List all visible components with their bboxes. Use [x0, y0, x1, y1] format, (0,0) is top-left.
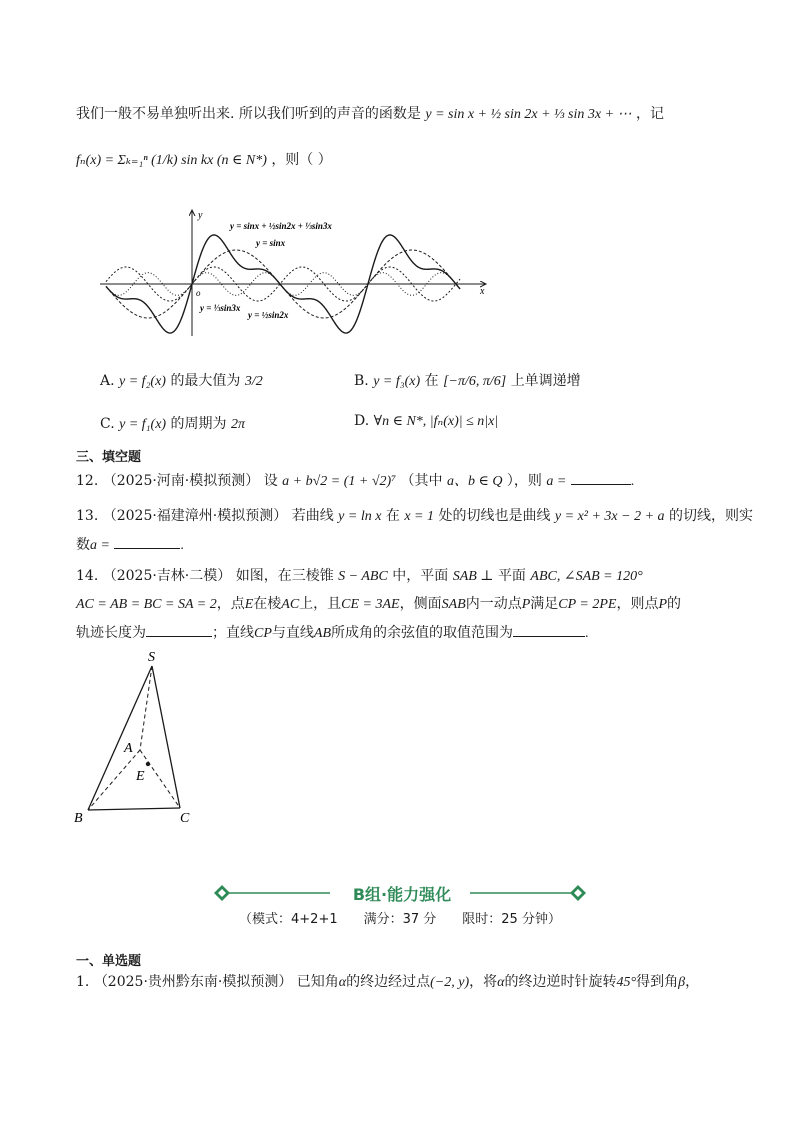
question-14-line2	[76, 594, 681, 615]
q14-source: （2025·吉林·二模）	[102, 568, 232, 584]
q12-text: ），则	[506, 473, 542, 489]
vertex-C-label: C	[180, 811, 190, 826]
section-heading-single-choice: 一、单选题	[76, 954, 142, 969]
q14-math: AB	[313, 626, 331, 641]
option-b-label: B.	[354, 373, 369, 389]
q13-text: 若曲线	[291, 508, 334, 524]
label-sin1: y = sinx	[256, 238, 286, 248]
option-b-text: 在	[424, 373, 439, 389]
q12-formula: a + b√2 = (1 + √2)⁷	[282, 474, 397, 489]
vertex-S-label: S	[148, 650, 155, 665]
question-14-line3: 轨迹长度为 ；直线CP与直线AB所成角的余弦值的取值范围为 .	[76, 622, 589, 644]
group-b-title: B组·能力强化	[352, 885, 452, 904]
q1-text: ，将	[469, 974, 498, 990]
fn-definition: fₙ(x) = Σₖ₌₁ⁿ (1/k) sin kx (n ∈ N*)	[76, 153, 267, 168]
label-sin3: y = ⅓sin3x	[200, 303, 241, 313]
q14-answer-blank-2[interactable]	[513, 622, 585, 637]
q14-text: ，则点	[616, 596, 659, 612]
q12-answer-blank[interactable]	[571, 470, 631, 485]
q1-math: 45°	[616, 975, 637, 990]
option-a-func: y = f₂(x)	[119, 374, 166, 389]
label-sum3: y = sinx + ½sin2x + ⅓sin3x	[230, 221, 332, 231]
intro-text: 我们一般不易单独听出来. 所以我们听到的声音的函数是	[76, 106, 421, 122]
q12-text: （其中	[400, 473, 443, 489]
q1-math: α	[338, 975, 347, 990]
q14-text: 如图，在三棱锥	[235, 568, 334, 584]
option-c-value: 2π	[231, 417, 246, 432]
q14-text: 满足	[530, 596, 559, 612]
point-E-label: E	[136, 769, 145, 784]
option-c-func: y = f₁(x)	[119, 417, 167, 432]
option-d[interactable]	[354, 413, 498, 430]
q14-number: 14.	[76, 568, 99, 584]
q14-math: CE = 3AE	[341, 597, 400, 612]
origin-label: o	[196, 288, 201, 298]
edge-BC	[88, 808, 180, 810]
q12-ask: a =	[546, 474, 567, 489]
q14-text: 上，且	[299, 596, 342, 612]
q12-vars: a、b ∈ Q	[446, 474, 503, 489]
q1-math: (−2, y)	[430, 975, 470, 990]
q12-text: 设	[263, 473, 278, 489]
q14-text: 内一动点	[465, 596, 522, 612]
q1-math: β	[678, 975, 686, 990]
q14-text: ，点	[216, 596, 245, 612]
q1-number: 1.	[76, 974, 90, 990]
intro-formula: y = sin x + ½ sin 2x + ⅓ sin 3x + ⋯	[425, 107, 632, 122]
q13-answer-blank[interactable]	[114, 534, 180, 549]
question-13	[76, 506, 753, 527]
q14-answer-blank-1[interactable]	[146, 622, 212, 637]
option-a-text: 的最大值为	[170, 373, 241, 389]
vertex-A-label: A	[124, 741, 133, 756]
q14-math: AC = AB = BC = SA = 2	[76, 597, 217, 612]
q1-text: 的终边经过点	[346, 974, 431, 990]
intro-line-2	[76, 150, 332, 171]
q14-math: AC	[281, 597, 300, 612]
q14-text: 平面	[497, 568, 526, 584]
q13-text: 的切线，则实	[669, 508, 753, 524]
intro-tail: ，记	[635, 106, 664, 122]
option-d-text: ∀n ∈ N*, |fₙ(x)| ≤ n|x|	[373, 414, 499, 429]
q1-text: ，	[685, 974, 700, 990]
option-d-label: D.	[354, 413, 370, 429]
q14-text: 在棱	[253, 596, 282, 612]
option-b[interactable]	[354, 370, 581, 390]
question-14-line1	[76, 566, 643, 587]
point-E	[146, 762, 150, 766]
q13-curve2: y = x² + 3x − 2 + a	[554, 509, 665, 524]
edge-AB	[88, 750, 140, 810]
section-heading-fill-blank: 三、填空题	[76, 450, 142, 465]
q14-math: ABC, ∠SAB = 120°	[530, 569, 643, 584]
edge-SB	[88, 666, 152, 810]
label-sin2: y = ½sin2x	[248, 310, 289, 320]
x-axis-label: x	[480, 286, 485, 297]
tetrahedron-figure	[70, 646, 210, 826]
q14-text: 中，平面	[392, 568, 449, 584]
q12-number: 12.	[76, 473, 99, 489]
q13-number: 13.	[76, 508, 99, 524]
q14-text: 所成角的余弦值的取值范围为	[331, 625, 513, 641]
q14-text: 与直线	[271, 625, 314, 641]
q14-math: P	[658, 597, 668, 612]
question-13-line2: 数a = .	[76, 534, 184, 556]
option-c-label: C.	[100, 416, 115, 432]
q14-math: SAB	[441, 597, 466, 612]
q1-text: 已知角	[296, 974, 339, 990]
q14-text: ；直线	[212, 625, 254, 641]
wave-figure	[100, 206, 500, 338]
option-b-tail: 上单调递增	[510, 373, 581, 389]
option-a-value: 3/2	[244, 374, 263, 389]
q14-math: S − ABC	[338, 569, 388, 584]
edge-SC	[152, 666, 180, 808]
q14-math: CP	[254, 626, 272, 641]
q14-text: 轨迹长度为	[76, 625, 146, 641]
question-12: 12. （2025·河南·模拟预测） 设 a + b√2 = (1 + √2)⁷ （其中 a、b ∈ Q ），则 a = .	[76, 470, 634, 492]
option-b-interval: [−π/6, π/6]	[443, 374, 507, 389]
option-c-text: 的周期为	[170, 416, 227, 432]
vertex-B-label: B	[74, 811, 83, 826]
q13-text: 处的切线也是曲线	[438, 508, 551, 524]
option-a[interactable]	[100, 370, 263, 390]
intro-line-1	[76, 104, 664, 125]
y-axis-label: y	[198, 210, 203, 221]
q14-math: P	[521, 597, 531, 612]
option-a-label: A.	[100, 373, 115, 389]
q14-text: 的	[667, 596, 682, 612]
q14-math: E	[244, 597, 254, 612]
q14-math: CP = 2PE	[558, 597, 617, 612]
group-b-subtitle: （模式：4+2+1 满分：37 分 限时：25 分钟）	[239, 912, 561, 927]
option-c[interactable]	[100, 413, 245, 433]
q12-source: （2025·河南·模拟预测）	[102, 473, 260, 489]
option-b-func: y = f₃(x)	[373, 374, 421, 389]
question-1	[76, 972, 699, 993]
q13-curve1: y = ln x	[338, 509, 382, 524]
q13-text: 在	[385, 508, 400, 524]
q1-source: （2025·贵州黔东南·模拟预测）	[93, 974, 293, 990]
intro-question: ，则（ ）	[271, 152, 332, 168]
q13-ask: a =	[90, 538, 110, 553]
q1-text: 的终边逆时针旋转	[504, 974, 617, 990]
q1-math: α	[497, 975, 505, 990]
q14-math: SAB ⊥	[452, 569, 494, 584]
q14-text: ，侧面	[399, 596, 442, 612]
q13-text: 数	[76, 537, 90, 553]
q1-text: 得到角	[636, 974, 679, 990]
q13-point: x = 1	[404, 509, 434, 524]
q13-source: （2025·福建漳州·模拟预测）	[102, 508, 288, 524]
